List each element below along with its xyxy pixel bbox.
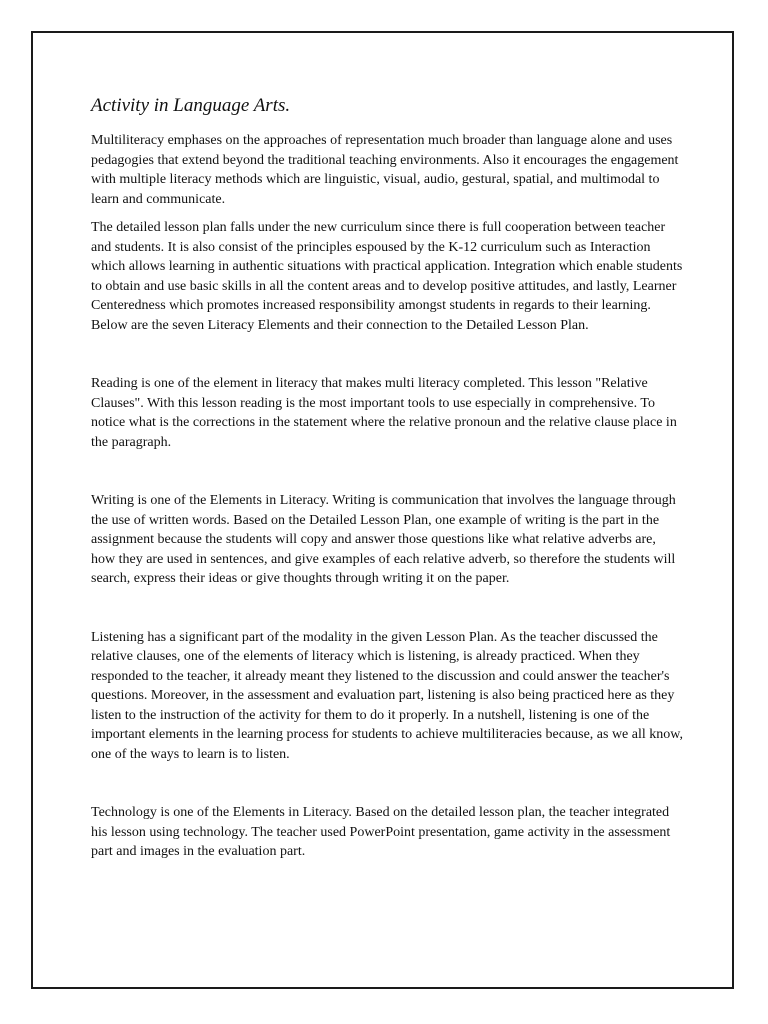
document-page bbox=[31, 31, 734, 989]
paragraph-multiliteracy: Multiliteracy emphases on the approaches of representation much broader than language alone and uses pedagogies that extend beyond the traditional teaching environments. Also it encourages the engagement with multiple literacy methods which are linguistic, visual, audio, gestural, spatial, and multimodal to learn and communicate. bbox=[91, 133, 679, 207]
paragraph-reading: Reading is one of the element in literacy that makes multi literacy completed. This lesson "Relative Clauses". With this lesson reading is the most important tools to use especially in comprehensive. To notice what is the corrections in the statement where the relative pronoun and the relative clause place in the paragraph. bbox=[91, 376, 677, 450]
paragraph-listening: Listening has a significant part of the modality in the given Lesson Plan. As the teacher discussed the relative clauses, one of the elements of literacy which is listening, is already practiced. When they responded to the teacher, it already meant they listened to the discussion and could answer the teacher's questions. Moreover, in the assessment and evaluation part, listening is also being practiced here as they listen to the instruction of the activity for them to do it properly. In a nutshell, listening is one of the important elements in the learning process for students to achieve multiliteracies because, as we all know, one of the ways to learn is to listen. bbox=[91, 629, 683, 762]
document-content bbox=[91, 93, 683, 862]
paragraph-spacer bbox=[91, 589, 683, 628]
paragraph-spacer bbox=[91, 764, 683, 803]
paragraph-lesson-plan: The detailed lesson plan falls under the new curriculum since there is full cooperation between teacher and students. It is also consist of the principles espoused by the K-12 curriculum such as Interaction which allows learning in authentic situations with practical application. Integration which enable students to obtain and use basic skills in all the content areas and to develop positive attitudes, and lastly, Learner Centeredness which promotes increased responsibility amongst students in regards to their learning. Below are the seven Literacy Elements and their connection to the Detailed Lesson Plan. bbox=[91, 220, 683, 333]
paragraph-spacer bbox=[91, 335, 683, 374]
paragraph-technology: Technology is one of the Elements in Literacy. Based on the detailed lesson plan, the teacher integrated his lesson using technology. The teacher used PowerPoint presentation, game activity in the assessment part and images in the evaluation part. bbox=[91, 805, 671, 859]
paragraph-spacer bbox=[91, 452, 683, 491]
document-title: Activity in Language Arts. bbox=[91, 95, 291, 116]
paragraph-spacer bbox=[91, 209, 683, 218]
paragraph-writing: Writing is one of the Elements in Literacy. Writing is communication that involves the language through the use of written words. Based on the Detailed Lesson Plan, one example of writing is the part in the assignment because the students will copy and answer those questions like what relative adverbs are, how they are used in sentences, and give examples of each relative adverb, so therefore the students will search, express their ideas or give thoughts through writing it on the paper. bbox=[91, 493, 676, 586]
